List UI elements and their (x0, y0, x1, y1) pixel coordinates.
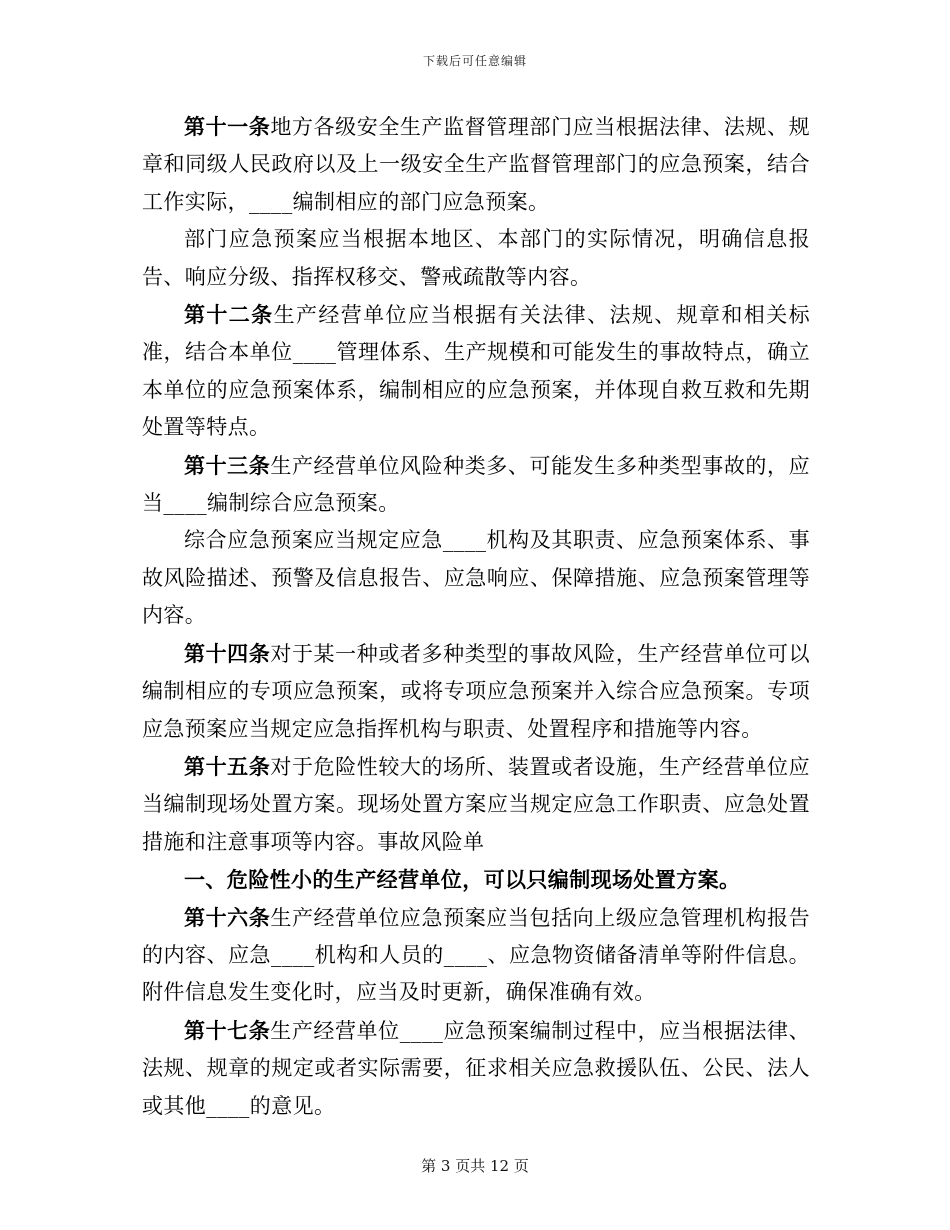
article-text: 对于某一种或者多种类型的事故风险，生产经营单位可以编制相应的专项应急预案，或将专项应急预案并入综合应急预案。专项应急预案应当规定应急指挥机构与职责、处置程序和措施等内容。 (142, 641, 810, 741)
article-text: 生产经营单位风险种类多、可能发生多种类型事故的，应当____编制综合应急预案。 (142, 453, 810, 516)
article-heading: 第十六条 (184, 904, 271, 930)
article-14 (142, 635, 810, 748)
article-heading: 第十五条 (184, 753, 271, 779)
article-text: 生产经营单位____应急预案编制过程中，应当根据法律、法规、规章的规定或者实际需要，征求相关应急救援队伍、公民、法人或其他____的意见。 (142, 1018, 810, 1118)
article-text: 生产经营单位应急预案应当包括向上级应急管理机构报告的内容、应急____机构和人员的____、应急物资储备清单等附件信息。附件信息发生变化时，应当及时更新，确保准确有效。 (142, 905, 810, 1005)
article-15 (142, 748, 810, 861)
article-heading: 第十二条 (184, 302, 274, 328)
document-body (142, 108, 810, 1125)
paragraph-text: 综合应急预案应当规定应急____机构及其职责、应急预案体系、事故风险描述、预警及信息报告、应急响应、保障措施、应急预案管理等内容。 (142, 528, 810, 628)
section-heading (142, 861, 810, 898)
article-text: 对于危险性较大的场所、装置或者设施，生产经营单位应当编制现场处置方案。现场处置方案应当规定应急工作职责、应急处置措施和注意事项等内容。事故风险单 (142, 754, 810, 854)
article-13 (142, 447, 810, 523)
article-12 (142, 296, 810, 447)
article-11 (142, 108, 810, 221)
article-heading: 第十七条 (184, 1017, 271, 1043)
article-17 (142, 1012, 810, 1125)
page-header: 下载后可任意编辑 (422, 54, 527, 68)
article-16 (142, 899, 810, 1012)
article-text: 生产经营单位应当根据有关法律、法规、规章和相关标准，结合本单位____管理体系、生产规模和可能发生的事故特点，确立本单位的应急预案体系，编制相应的应急预案，并体现自救互救和先期处置等特点。 (142, 303, 810, 440)
article-heading: 第十四条 (184, 640, 271, 666)
page-footer: 第 3 页共 12 页 (421, 1157, 529, 1175)
paragraph-comprehensive-plan (142, 522, 810, 634)
paragraph-department-plan (142, 221, 810, 296)
article-heading: 第十一条 (184, 114, 271, 139)
article-text: 地方各级安全生产监督管理部门应当根据法律、法规、规章和同级人民政府以及上一级安全生产监督管理部门的应急预案，结合工作实际，____编制相应的部门应急预案。 (142, 115, 810, 214)
section-heading-text: 一、危险性小的生产经营单位，可以只编制现场处置方案。 (184, 867, 741, 893)
paragraph-text: 部门应急预案应当根据本地区、本部门的实际情况，明确信息报告、响应分级、指挥权移交、警戒疏散等内容。 (142, 227, 810, 289)
article-heading: 第十三条 (184, 452, 271, 478)
